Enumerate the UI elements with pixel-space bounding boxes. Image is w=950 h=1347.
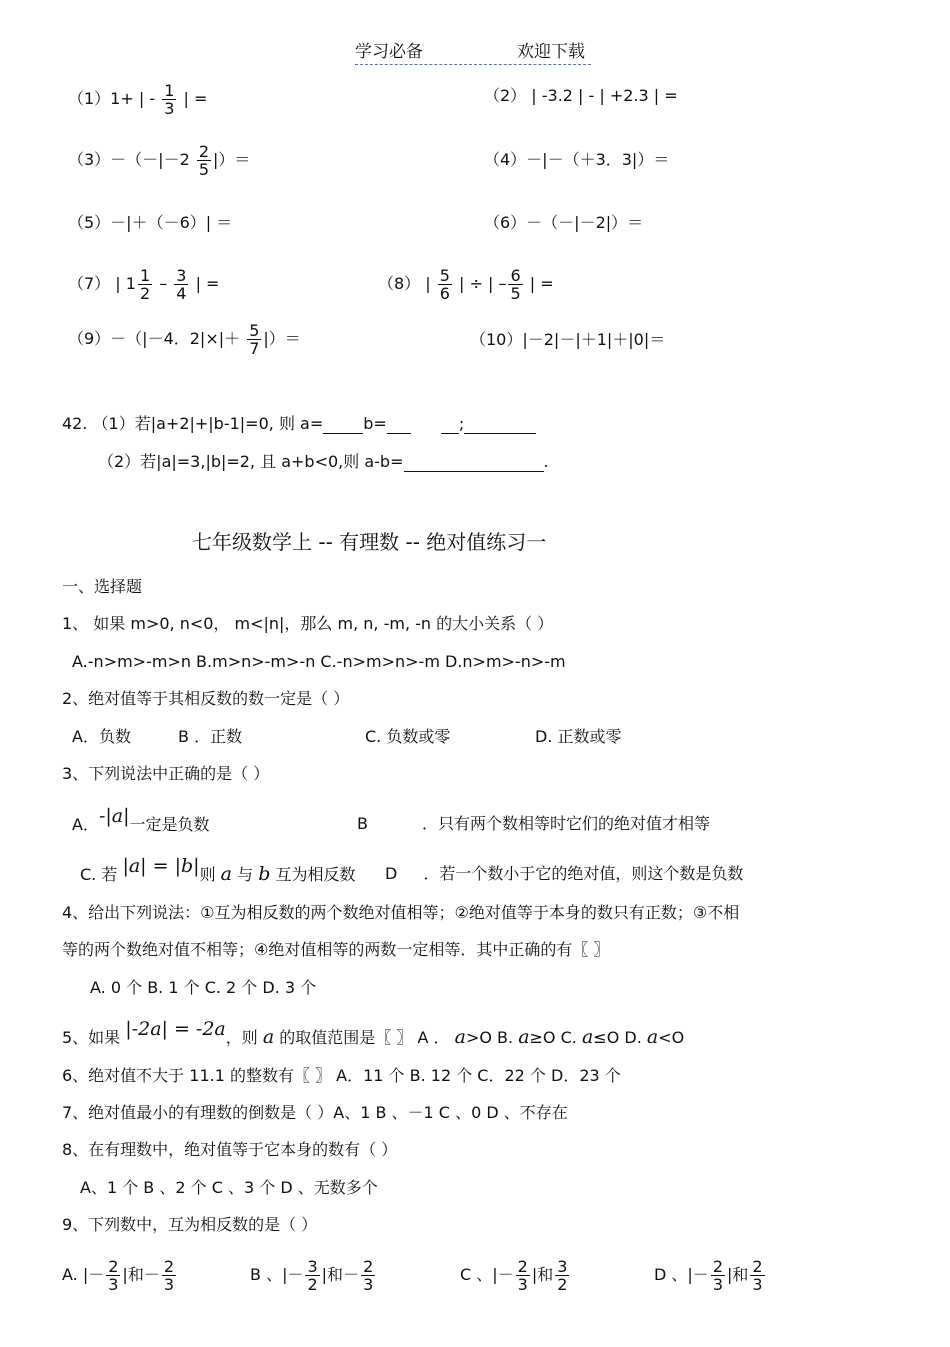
fraction: $\frac{2}{3}$ xyxy=(712,1257,723,1294)
q9-option-d: D 、|－ $\frac{2}{3}$ |和 $\frac{2}{3}$ xyxy=(654,1257,763,1294)
question-2: 2、绝对值等于其相反数的数一定是（ ） xyxy=(62,689,350,708)
fraction: $\frac{2}{5}$ xyxy=(198,142,210,179)
fraction: $\frac{3}{4}$ xyxy=(176,266,187,303)
q42-part2: （2）若|a|=3,|b|=2, 且 a+b<0,则 a-b= . xyxy=(98,452,549,471)
question-4-options: A. 0 个 B. 1 个 C. 2 个 D. 3 个 xyxy=(90,978,317,997)
fraction: $\frac{1}{2}$ xyxy=(139,266,151,303)
section-heading: 一、选择题 xyxy=(62,577,143,596)
page-title: 七年级数学上 -- 有理数 -- 绝对值练习一 xyxy=(192,530,547,554)
answer-blank[interactable] xyxy=(404,455,544,472)
q3-option-b: B ．只有两个数相等时它们的绝对值才相等 xyxy=(357,814,710,833)
fraction: $\frac{1}{3}$ xyxy=(164,81,175,118)
calc-1-right: | = xyxy=(178,89,208,108)
header-right: 欢迎下载 xyxy=(517,42,585,62)
q2-option-a: A．负数 xyxy=(72,727,131,746)
fraction: $\frac{2}{3}$ xyxy=(363,1257,374,1294)
calc-4: （4）－|－（＋3．3|）＝ xyxy=(484,150,670,169)
q42-part1: 42. （1）若|a+2|+|b-1|=0, 则 a= b= ; xyxy=(62,414,536,434)
calc-1 xyxy=(68,82,207,117)
calc-6: （6）－（－|－2|）＝ xyxy=(484,213,644,232)
question-8-options: A、1 个 B 、2 个 C 、3 个 D 、无数多个 xyxy=(80,1178,378,1197)
fraction: $\frac{6}{5}$ xyxy=(510,266,521,303)
question-4-line1: 4、给出下列说法：①互为相反数的两个数绝对值相等；②绝对值等于本身的数只有正数；③不相 xyxy=(62,903,740,922)
answer-blank[interactable] xyxy=(441,417,459,434)
calc-5: （5）－|＋（－6）| ＝ xyxy=(68,213,233,232)
question-3: 3、下列说法中正确的是（ ） xyxy=(62,764,270,783)
header-left: 学习必备 xyxy=(355,42,423,62)
q2-option-b: B ．正数 xyxy=(178,727,243,746)
q9-option-c: C 、|－ $\frac{2}{3}$ |和 $\frac{3}{2}$ xyxy=(460,1257,568,1294)
abs-equation: |a| = |b| xyxy=(122,855,200,877)
answer-blank[interactable] xyxy=(464,417,536,434)
question-7: 7、绝对值最小的有理数的倒数是（ ）A、1 B 、－1 C 、0 D 、不存在 xyxy=(62,1103,568,1122)
q2-option-c: C. 负数或零 xyxy=(365,727,451,746)
q3-option-d: D ．若一个数小于它的绝对值，则这个数是负数 xyxy=(385,864,744,883)
q3-option-a: A．-|a|一定是负数 xyxy=(72,805,210,834)
q2-option-d: D. 正数或零 xyxy=(535,727,622,746)
q9-option-b: B 、|－ $\frac{3}{2}$ |和－ $\frac{2}{3}$ xyxy=(250,1257,374,1294)
page-header xyxy=(355,42,591,65)
calc-10: （10）|－2|－|＋1|＋|0|＝ xyxy=(470,330,666,349)
question-1-options: A.-n>m>-m>n B.m>n>-m>-n C.-n>m>n>-m D.n>m>-n>-m xyxy=(72,652,566,671)
fraction: $\frac{3}{2}$ xyxy=(307,1257,318,1294)
calc-3-left: （3）－（－|－2 xyxy=(68,150,195,169)
calc-9: （9）－（|－4．2|×|＋ $\frac{5}{7}$ |）＝ xyxy=(68,321,301,358)
abs-expression: -|a| xyxy=(98,805,130,827)
q9-option-a: A. |－ $\frac{2}{3}$ |和－ $\frac{2}{3}$ xyxy=(62,1257,175,1294)
question-1: 1、 如果 m>0, n<0， m<|n|，那么 m, n, -m, -n 的大小关系（ ） xyxy=(62,614,554,633)
fraction: $\frac{2}{3}$ xyxy=(163,1257,175,1294)
q3-option-c: C. 若 |a| = |b|则 a 与 b 互为相反数 xyxy=(80,855,356,885)
answer-blank[interactable] xyxy=(323,417,363,434)
abs-equation: |-2a| = -2a xyxy=(125,1018,226,1040)
calc-8: （8） | $\frac{5}{6}$ | ÷ | – $\frac{6}{5}$ | = xyxy=(378,266,554,303)
calc-3 xyxy=(68,143,250,178)
fraction: $\frac{5}{7}$ xyxy=(249,321,260,358)
fraction: $\frac{2}{3}$ xyxy=(752,1257,763,1294)
question-8: 8、在有理数中，绝对值等于它本身的数有（ ） xyxy=(62,1140,398,1159)
calc-1-left: （1）1+ | - xyxy=(68,89,161,108)
calc-3-right: |）＝ xyxy=(213,150,251,169)
fraction: $\frac{2}{3}$ xyxy=(517,1257,528,1294)
fraction: $\frac{2}{3}$ xyxy=(108,1257,119,1294)
question-9: 9、下列数中，互为相反数的是（ ） xyxy=(62,1215,318,1234)
calc-7: （7） | 1 $\frac{1}{2}$ – $\frac{3}{4}$ | = xyxy=(68,266,220,303)
fraction: $\frac{3}{2}$ xyxy=(557,1257,568,1294)
answer-blank[interactable] xyxy=(387,417,411,434)
question-5: 5、如果 |-2a| = -2a，则 a 的取值范围是〖 〗 A ． a>O B. a≥O C. a≤O D. a<O xyxy=(62,1018,685,1048)
calc-2: （2） | -3.2 | - | +2.3 | = xyxy=(484,86,678,105)
question-4-line2: 等的两个数绝对值不相等；④绝对值相等的两数一定相等．其中正确的有〖 〗 xyxy=(62,940,610,959)
fraction: $\frac{5}{6}$ xyxy=(439,266,450,303)
question-6: 6、绝对值不大于 11.1 的整数有〖 〗 A．11 个 B. 12 个 C．22 个 D．23 个 xyxy=(62,1066,621,1085)
